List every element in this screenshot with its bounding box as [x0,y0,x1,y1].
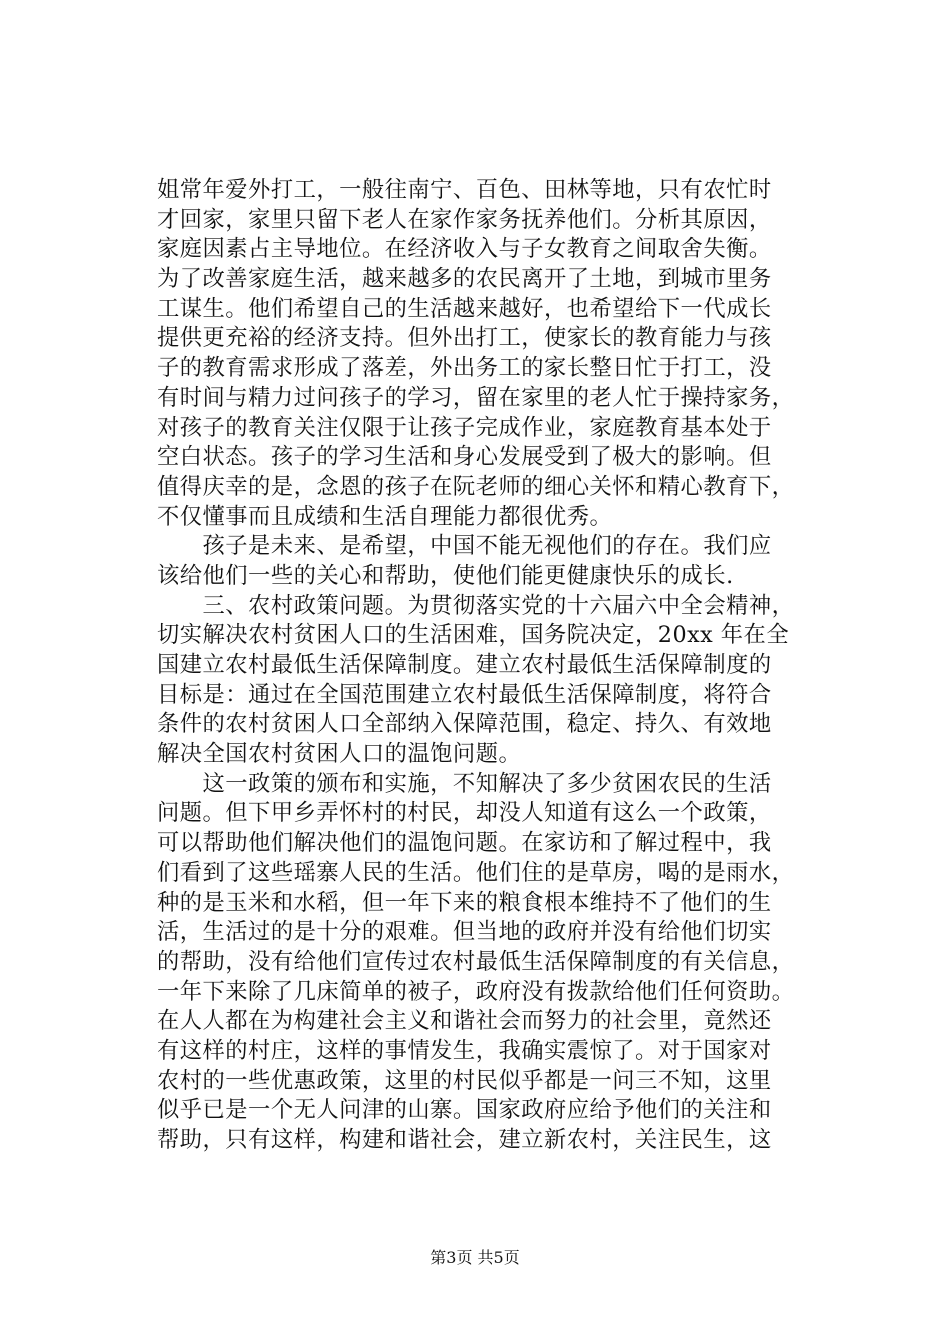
text-line: 国建立农村最低生活保障制度。建立农村最低生活保障制度的 [157,652,772,678]
text-line: 工谋生。他们希望自己的生活越来越好，也希望给下一代成长 [157,295,772,322]
text-line: 目标是：通过在全国范围建立农村最低生活保障制度，将符合 [157,681,772,708]
text-line: 姐常年爱外打工，一般往南宁、百色、田林等地，只有农忙时 [157,177,772,203]
page-footer: 第3页 共5页 [430,1248,520,1267]
body-text [157,176,857,1156]
text-line: 解决全国农村贫困人口的温饱问题。 [157,741,522,768]
text-line: 一年下来除了几床简单的被子，政府没有拨款给他们任何资助。 [157,978,795,1005]
text-line: 三、农村政策问题。为贯彻落实党的十六届六中全会精神， [157,592,795,619]
text-line: 提供更充裕的经济支持。但外出打工，使家长的教育能力与孩 [157,325,772,352]
text-line: 有时间与精力过问孩子的学习，留在家里的老人忙于操持家务， [157,384,795,411]
text-line: 孩子是未来、是希望，中国不能无视他们的存在。我们应 [157,533,772,560]
text-line: 似乎已是一个无人问津的山寨。国家政府应给予他们的关注和 [157,1097,772,1124]
text-line: 值得庆幸的是，念恩的孩子在阮老师的细心关怀和精心教育下， [157,473,795,500]
text-line: 农村的一些优惠政策，这里的村民似乎都是一问三不知，这里 [157,1067,772,1094]
text-line: 活，生活过的是十分的艰难。但当地的政府并没有给他们切实 [157,919,772,946]
text-line: 在人人都在为构建社会主义和谐社会而努力的社会里，竟然还 [157,1008,772,1035]
text-line: 子的教育需求形成了落差，外出务工的家长整日忙于打工，没 [157,355,772,382]
text-line: 这一政策的颁布和实施，不知解决了多少贫困农民的生活 [157,770,772,797]
text-line: 对孩子的教育关注仅限于让孩子完成作业，家庭教育基本处于 [157,414,772,441]
text-line: 们看到了这些瑶寨人民的生活。他们住的是草房，喝的是雨水， [157,859,795,886]
text-line: 空白状态。孩子的学习生活和身心发展受到了极大的影响。但 [157,444,772,471]
text-line: 问题。但下甲乡弄怀村的村民，却没人知道有这么一个政策， [157,800,772,827]
text-line: 帮助，只有这样，构建和谐社会，建立新农村，关注民生，这 [157,1127,772,1153]
text-line: 为了改善家庭生活，越来越多的农民离开了土地，到城市里务 [157,266,772,293]
text-line: 可以帮助他们解决他们的温饱问题。在家访和了解过程中，我 [157,830,772,857]
text-line: 有这样的村庄，这样的事情发生，我确实震惊了。对于国家对 [157,1037,772,1064]
text-line: 切实解决农村贫困人口的生活困难，国务院决定，20xx 年在全 [157,622,790,649]
text-line: 不仅懂事而且成绩和生活自理能力都很优秀。 [157,503,613,530]
text-line: 才回家，家里只留下老人在家作家务抚养他们。分析其原因， [157,206,772,233]
text-line: 家庭因素占主导地位。在经济收入与子女教育之间取舍失衡。 [157,236,772,263]
text-line: 种的是玉米和水稻，但一年下来的粮食根本维持不了他们的生 [157,889,772,916]
text-line: 该给他们一些的关心和帮助，使他们能更健康快乐的成长. [157,562,734,589]
text-line: 的帮助，没有给他们宣传过农村最低生活保障制度的有关信息， [157,948,795,975]
text-line: 条件的农村贫困人口全部纳入保障范围，稳定、持久、有效地 [157,711,772,738]
